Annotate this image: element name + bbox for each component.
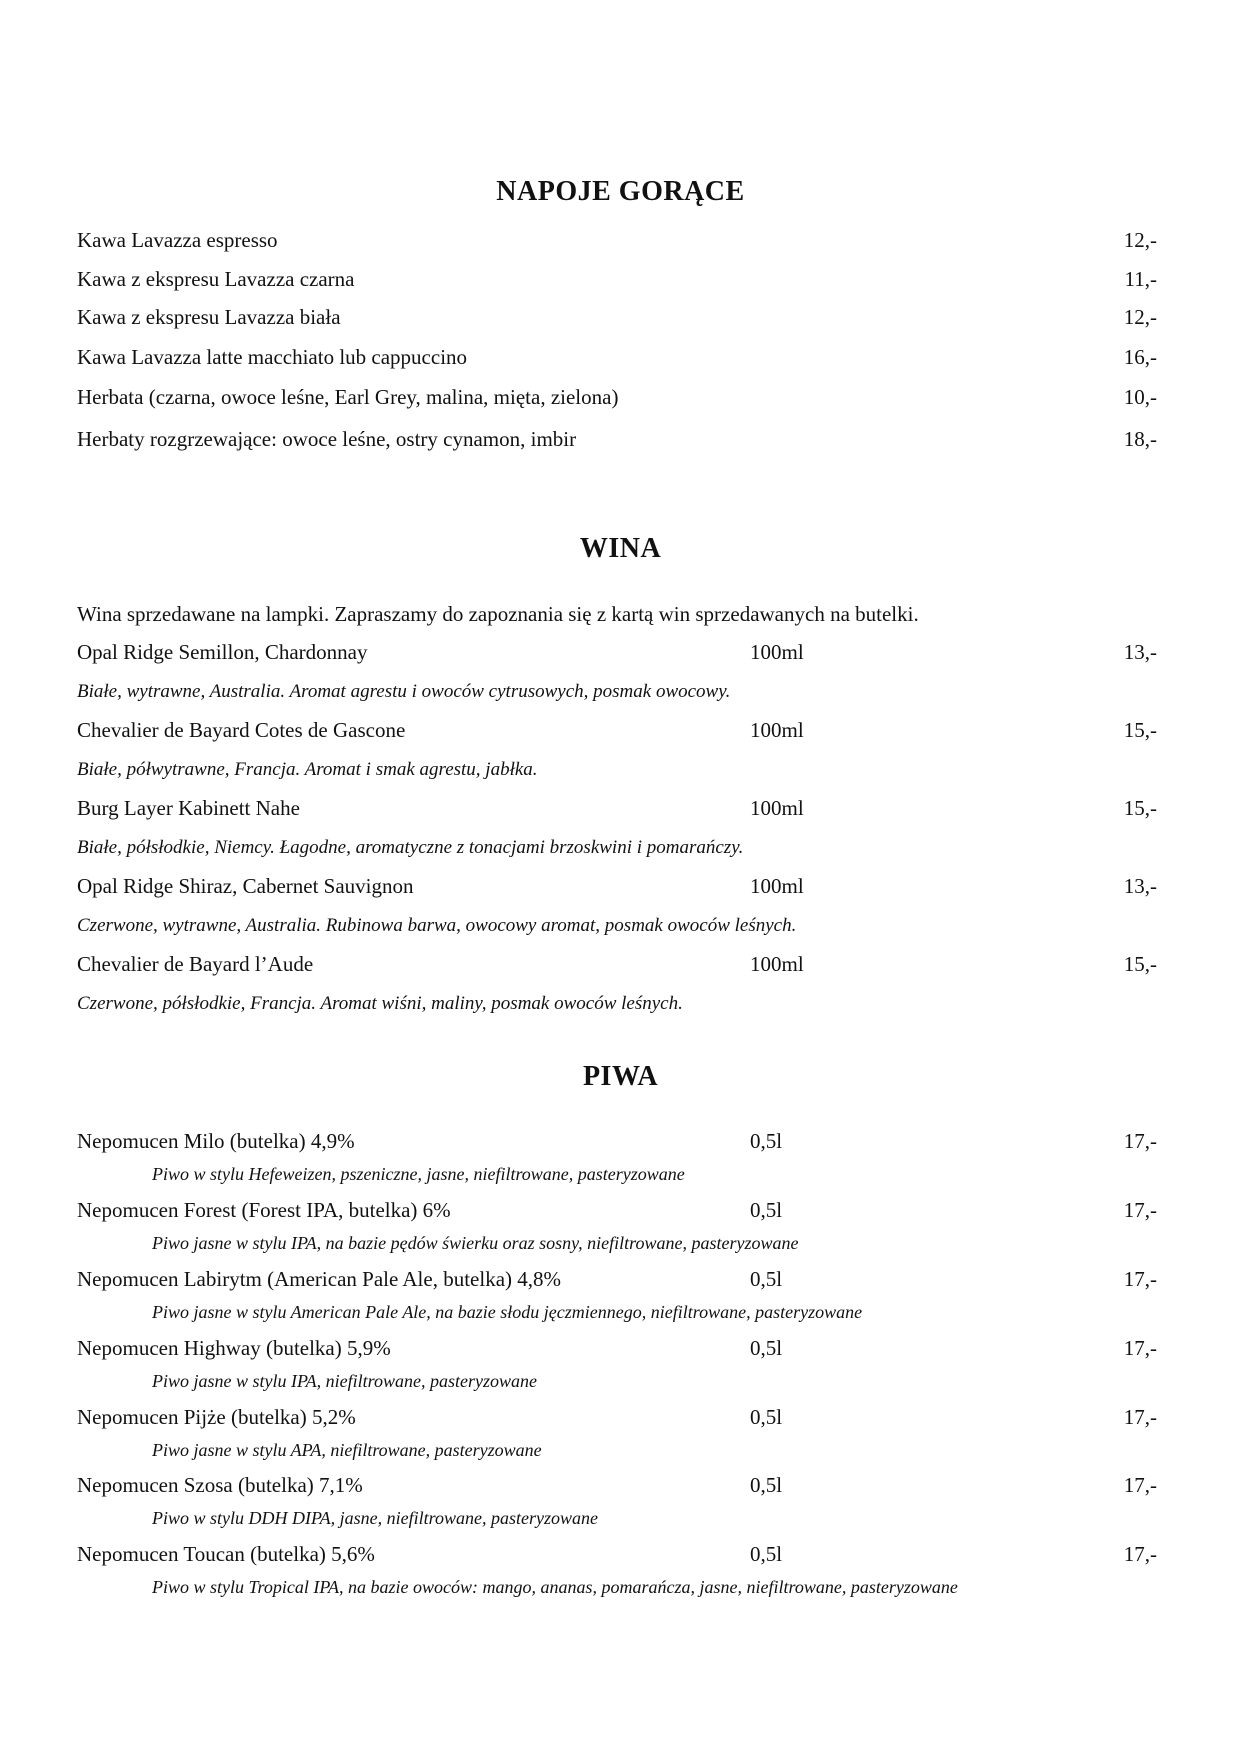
wines-intro: Wina sprzedawane na lampki. Zapraszamy do zapoznania się z kartą win sprzedawanych na butelki. <box>77 602 919 626</box>
item-price: 17,- <box>1123 1129 1157 1153</box>
item-price: 17,- <box>1123 1473 1157 1497</box>
item-name: Kawa z ekspresu Lavazza czarna <box>77 267 355 291</box>
hot-drink-row <box>77 342 1157 372</box>
item-volume: 0,5l <box>750 1542 783 1566</box>
wines-title: WINA <box>579 533 662 564</box>
item-name: Kawa z ekspresu Lavazza biała <box>77 305 341 329</box>
wine-row <box>77 949 1157 979</box>
item-name: Herbaty rozgrzewające: owoce leśne, ostry cynamon, imbir <box>77 427 577 451</box>
beer-row <box>77 1539 1157 1569</box>
item-description: Białe, półwytrawne, Francja. Aromat i smak agrestu, jabłka. <box>77 759 538 780</box>
hot-drink-row <box>77 424 1157 454</box>
item-price: 15,- <box>1123 952 1157 976</box>
wine-row <box>77 637 1157 667</box>
item-name: Opal Ridge Shiraz, Cabernet Sauvignon <box>77 874 414 898</box>
item-description: Piwo w stylu Tropical IPA, na bazie owoców: mango, ananas, pomarańcza, jasne, niefiltrowane, pasteryzowane <box>152 1577 958 1597</box>
item-description: Piwo w stylu Hefeweizen, pszeniczne, jasne, niefiltrowane, pasteryzowane <box>152 1164 685 1184</box>
item-description: Piwo jasne w stylu IPA, niefiltrowane, pasteryzowane <box>152 1371 537 1391</box>
beer-row <box>77 1195 1157 1225</box>
item-volume: 0,5l <box>750 1129 783 1153</box>
item-name: Kawa Lavazza latte macchiato lub cappuccino <box>77 345 468 369</box>
hot-drinks-title: NAPOJE GORĄCE <box>496 176 745 207</box>
item-name: Opal Ridge Semillon, Chardonnay <box>77 640 368 664</box>
wine-row <box>77 793 1157 823</box>
item-volume: 100ml <box>750 796 804 820</box>
item-price: 16,- <box>1123 345 1157 369</box>
item-name: Kawa Lavazza espresso <box>77 228 278 252</box>
item-price: 17,- <box>1123 1542 1157 1566</box>
wine-row <box>77 715 1157 745</box>
item-price: 12,- <box>1123 228 1157 252</box>
item-volume: 0,5l <box>750 1198 783 1222</box>
beer-row <box>77 1126 1157 1156</box>
item-name: Chevalier de Bayard l’Aude <box>77 952 314 976</box>
hot-drink-row <box>77 302 1157 332</box>
item-price: 17,- <box>1123 1336 1157 1360</box>
item-name: Nepomucen Szosa (butelka) 7,1% <box>77 1473 363 1497</box>
item-description: Czerwone, półsłodkie, Francja. Aromat wiśni, maliny, posmak owoców leśnych. <box>77 993 683 1014</box>
item-price: 11,- <box>1124 267 1157 291</box>
item-price: 10,- <box>1123 385 1157 409</box>
item-description: Czerwone, wytrawne, Australia. Rubinowa barwa, owocowy aromat, posmak owoców leśnych. <box>77 915 797 936</box>
beer-row <box>77 1264 1157 1294</box>
beer-row <box>77 1470 1157 1500</box>
item-price: 13,- <box>1123 874 1157 898</box>
item-price: 15,- <box>1123 718 1157 742</box>
beer-row <box>77 1333 1157 1363</box>
item-price: 12,- <box>1123 305 1157 329</box>
beers-title: PIWA <box>582 1061 659 1092</box>
item-description: Piwo jasne w stylu American Pale Ale, na bazie słodu jęczmiennego, niefiltrowane, pasteryzowane <box>152 1302 863 1322</box>
hot-drink-row <box>77 264 1157 294</box>
item-volume: 100ml <box>750 952 804 976</box>
wine-row <box>77 871 1157 901</box>
item-volume: 100ml <box>750 640 804 664</box>
item-price: 13,- <box>1123 640 1157 664</box>
item-name: Herbata (czarna, owoce leśne, Earl Grey, malina, mięta, zielona) <box>77 385 619 409</box>
item-price: 15,- <box>1123 796 1157 820</box>
item-description: Białe, półsłodkie, Niemcy. Łagodne, aromatyczne z tonacjami brzoskwini i pomarańczy. <box>77 837 744 858</box>
item-volume: 100ml <box>750 718 804 742</box>
item-name: Chevalier de Bayard Cotes de Gascone <box>77 718 406 742</box>
item-name: Nepomucen Toucan (butelka) 5,6% <box>77 1542 375 1566</box>
item-description: Białe, wytrawne, Australia. Aromat agrestu i owoców cytrusowych, posmak owocowy. <box>77 681 731 702</box>
item-volume: 0,5l <box>750 1336 783 1360</box>
item-price: 18,- <box>1123 427 1157 451</box>
item-description: Piwo jasne w stylu IPA, na bazie pędów świerku oraz sosny, niefiltrowane, pasteryzowane <box>152 1233 799 1253</box>
item-name: Nepomucen Highway (butelka) 5,9% <box>77 1336 391 1360</box>
item-volume: 0,5l <box>750 1405 783 1429</box>
item-price: 17,- <box>1123 1267 1157 1291</box>
item-name: Burg Layer Kabinett Nahe <box>77 796 300 820</box>
item-volume: 100ml <box>750 874 804 898</box>
item-volume: 0,5l <box>750 1267 783 1291</box>
item-name: Nepomucen Milo (butelka) 4,9% <box>77 1129 355 1153</box>
item-name: Nepomucen Forest (Forest IPA, butelka) 6% <box>77 1198 451 1222</box>
item-name: Nepomucen Pijże (butelka) 5,2% <box>77 1405 356 1429</box>
item-volume: 0,5l <box>750 1473 783 1497</box>
beer-row <box>77 1402 1157 1432</box>
item-description: Piwo jasne w stylu APA, niefiltrowane, pasteryzowane <box>152 1440 542 1460</box>
item-description: Piwo w stylu DDH DIPA, jasne, niefiltrowane, pasteryzowane <box>152 1508 598 1528</box>
item-price: 17,- <box>1123 1405 1157 1429</box>
hot-drink-row <box>77 225 1157 255</box>
item-price: 17,- <box>1123 1198 1157 1222</box>
item-name: Nepomucen Labirytm (American Pale Ale, butelka) 4,8% <box>77 1267 562 1291</box>
hot-drink-row <box>77 382 1157 412</box>
